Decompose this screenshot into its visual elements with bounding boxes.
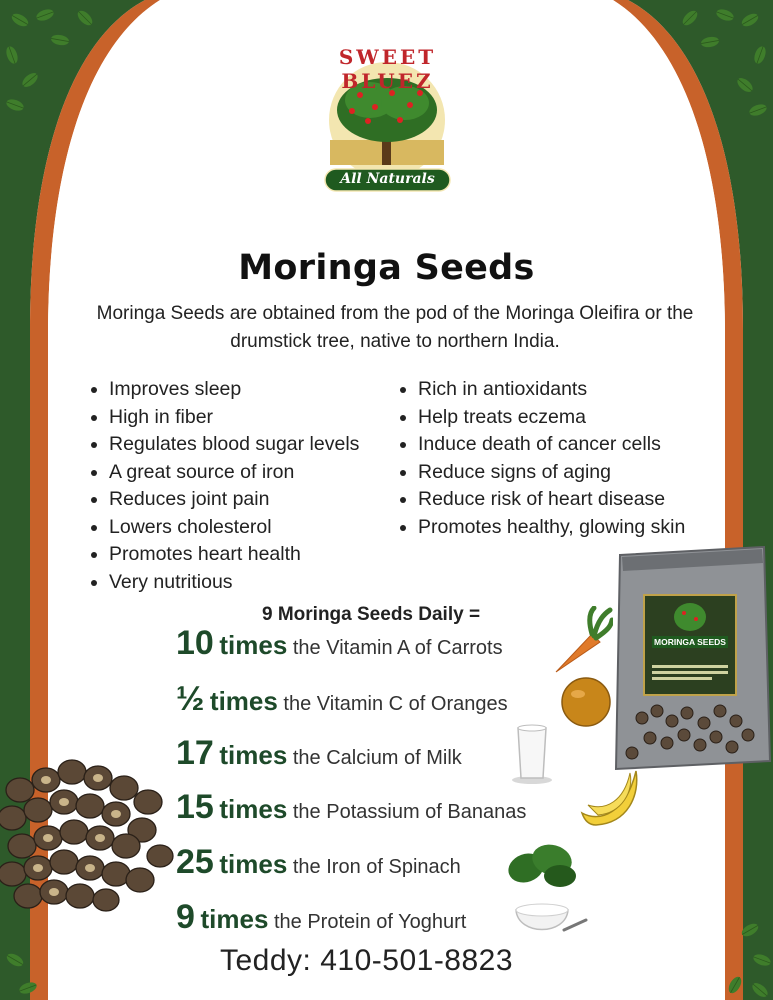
carrot-icon (548, 606, 613, 678)
benefit-item: Promotes healthy, glowing skin (396, 514, 688, 542)
benefits-list-right (396, 376, 716, 541)
benefit-item: A great source of iron (87, 459, 397, 487)
benefit-item: Help treats eczema (396, 404, 716, 432)
benefit-item: Rich in antioxidants (396, 376, 716, 404)
fact-row: ½ times the Vitamin C of Oranges (176, 680, 508, 718)
benefits-list-left (87, 376, 397, 596)
milk-glass-icon (510, 722, 554, 784)
fact-row: 17 times the Calcium of Milk (176, 734, 462, 772)
fact-row: 10 times the Vitamin A of Carrots (176, 624, 503, 662)
spinach-icon (504, 838, 580, 892)
product-bag-image (612, 543, 772, 773)
benefit-item: Reduce signs of aging (396, 459, 716, 487)
fact-row: 15 times the Potassium of Bananas (176, 788, 527, 826)
benefit-item: High in fiber (87, 404, 397, 432)
benefit-item: Lowers cholesterol (87, 514, 397, 542)
banana-icon (578, 765, 646, 829)
benefit-item: Induce death of cancer cells (396, 431, 716, 459)
intro-text: Moringa Seeds are obtained from the pod of the Moringa Oleifira or the drumstick tree, native to northern India. (96, 303, 694, 352)
brand-tagline: All Naturals (340, 171, 435, 187)
fact-row: 9 times the Protein of Yoghurt (176, 898, 467, 936)
orange-icon (558, 672, 614, 728)
contact-phone: Teddy: 410-501-8823 (220, 944, 514, 977)
fact-row: 25 times the Iron of Spinach (176, 843, 461, 881)
bag-label: MORINGA SEEDS (654, 637, 726, 647)
benefit-item: Reduce risk of heart disease (396, 486, 716, 514)
benefit-item: Regulates blood sugar levels (87, 431, 397, 459)
benefit-item: Promotes heart health (87, 541, 397, 569)
benefit-item: Improves sleep (87, 376, 397, 404)
daily-heading: 9 Moringa Seeds Daily = (262, 604, 481, 625)
seed-pile-image (0, 750, 175, 920)
benefit-item: Reduces joint pain (87, 486, 397, 514)
benefit-item: Very nutritious (87, 569, 397, 597)
yoghurt-bowl-icon (512, 894, 588, 946)
brand-logo (300, 45, 475, 195)
page-title: Moringa Seeds (238, 248, 535, 288)
brand-arc-text: SWEET BLUEZ (338, 45, 437, 93)
